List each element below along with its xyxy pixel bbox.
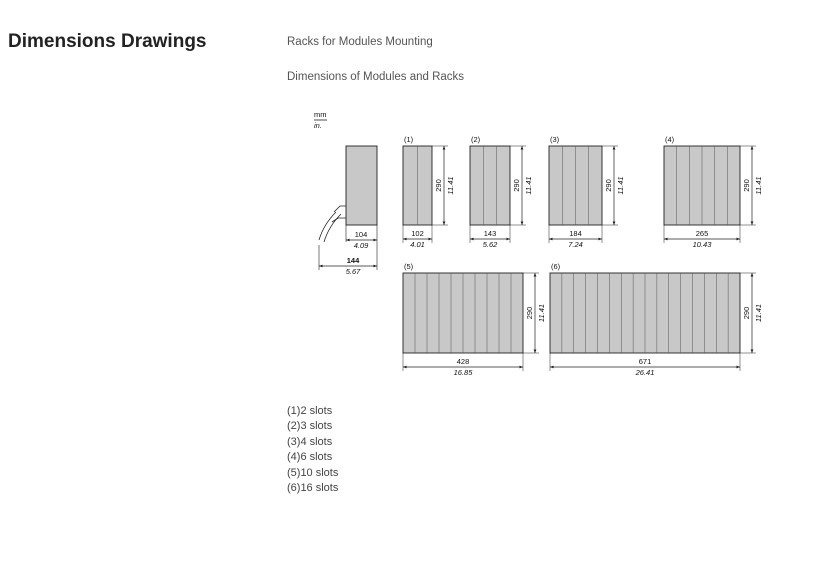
module-side-view [319,146,377,276]
page-subtitle: Racks for Modules Mounting [287,36,433,48]
rack-6 [550,262,763,377]
rack-5 [403,262,546,377]
rack-width-mm: 671 [638,357,652,366]
rack-width-mm: 143 [483,229,497,238]
rack-label: (1) [404,135,414,144]
legend-item: (6)16 slots [287,482,339,495]
rack-height-mm: 290 [512,179,521,192]
module-overall-mm: 144 [346,256,360,265]
legend-item: (5)10 slots [287,466,339,479]
legend-item: (2)3 slots [287,420,333,433]
rack-height-mm: 290 [742,179,751,192]
rack-3 [549,135,625,249]
module-depth-mm: 104 [354,230,368,239]
rack-4 [664,135,763,249]
rack-height-in: 11.41 [754,303,763,323]
rack-height-mm: 290 [434,179,443,192]
slot-legend [287,404,338,496]
unit-mm: mm [314,110,327,119]
rack-body [470,146,510,225]
rack-width-in: 4.01 [410,240,425,249]
unit-in: in. [314,121,322,130]
rack-width-mm: 265 [695,229,709,238]
rack-1 [403,135,455,249]
rack-height-in: 11.41 [537,303,546,323]
rack-width-in: 16.85 [453,368,473,377]
rack-height-in: 11.41 [754,176,763,195]
page-title: Dimensions Drawings [8,31,207,52]
legend-item: (1)2 slots [287,405,333,417]
rack-width-mm: 428 [456,357,470,366]
rack-width-in: 7.24 [568,240,583,249]
rack-2 [470,135,533,249]
module-overall-in: 5.67 [345,267,361,276]
rack-height-in: 11.41 [616,176,625,195]
rack-width-mm: 184 [569,229,582,238]
rack-height-mm: 290 [742,306,751,320]
rack-width-in: 5.62 [482,240,498,249]
rack-height-in: 11.41 [446,176,455,195]
rack-label: (2) [471,135,481,144]
rack-label: (5) [404,262,414,271]
section-heading: Dimensions of Modules and Racks [287,71,465,83]
rack-height-mm: 290 [604,179,613,192]
module-depth-in: 4.09 [353,241,369,250]
rack-width-in: 26.41 [635,368,655,377]
rack-height-mm: 290 [525,306,534,320]
rack-label: (4) [665,135,675,144]
rack-label: (3) [550,135,560,144]
rack-width-mm: 102 [411,229,424,238]
rack-label: (6) [551,262,561,271]
rack-width-in: 10.43 [692,240,712,249]
legend-item: (3)4 slots [287,435,333,448]
rack-height-in: 11.41 [524,176,533,195]
legend-item: (4)6 slots [287,451,333,464]
